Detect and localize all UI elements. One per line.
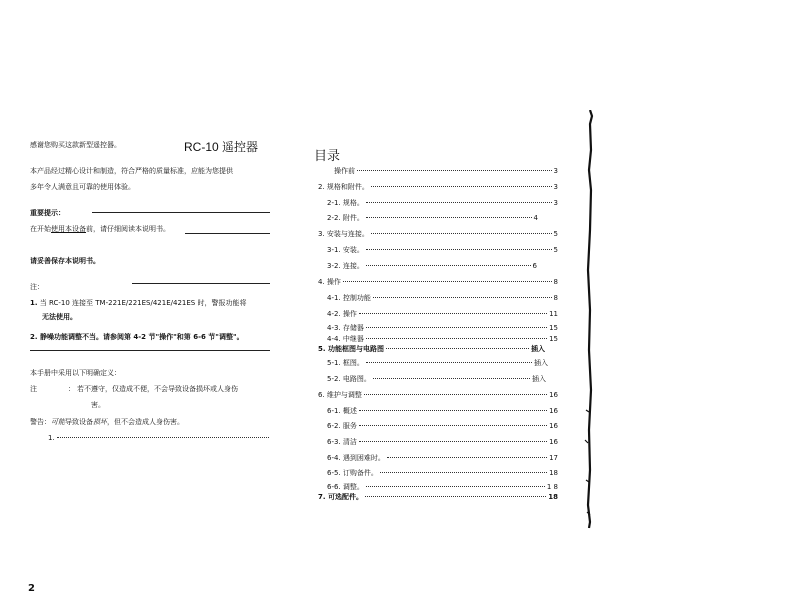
toc-entry-page: 16 — [549, 407, 558, 415]
toc-title: 目录 — [314, 149, 341, 164]
toc-entry-page: 5 — [553, 246, 558, 254]
toc-entry-leader — [364, 394, 547, 395]
toc-entry-label: 5-2. 电路图。 — [327, 375, 371, 383]
toc-entry-page: 插入 — [532, 375, 546, 383]
toc-entry — [318, 229, 558, 239]
toc-entry-page: 插入 — [531, 345, 545, 353]
toc-entry-page: 18 — [549, 469, 558, 477]
toc-entry — [327, 406, 558, 416]
toc-entry-leader — [366, 362, 532, 363]
important-rule — [92, 212, 270, 213]
caution-line-2: 害。 — [91, 401, 105, 409]
toc-entry-page: 插入 — [534, 359, 548, 367]
toc-entry-leader — [373, 297, 552, 298]
item-1-row — [48, 434, 270, 442]
toc-entry-page: 11 — [549, 310, 558, 318]
toc-entry-page: 4 — [533, 214, 538, 222]
toc-entry-leader — [386, 348, 529, 349]
important-trailing-rule — [185, 233, 270, 234]
toc-entry-leader — [366, 202, 552, 203]
toc-entry-label: 6-6. 调整。 — [327, 483, 364, 491]
note-1-num: 1. — [30, 299, 38, 307]
toc-entry — [318, 390, 558, 400]
intro-line-1: 本产品经过精心设计和制造，符合严格的质量标准，应能为您提供 — [30, 167, 233, 175]
toc-entry-page: 8 — [553, 278, 558, 286]
toc-entry-leader — [380, 472, 547, 473]
toc-entry-page: 3 — [553, 183, 558, 191]
toc-entry-label: 7. 可选配件。 — [318, 493, 363, 501]
toc-entry — [327, 358, 548, 368]
toc-entry-page: 15 — [549, 324, 558, 332]
thanks-line: 感谢您购买这款新型遥控器。 — [30, 141, 121, 149]
toc-entry-label: 6-3. 清洁 — [327, 438, 357, 446]
warning-line — [30, 417, 184, 427]
toc-entry-label: 3-1. 安装。 — [327, 246, 364, 254]
toc-entry-label: 5. 功能框图与电路图 — [318, 345, 384, 353]
toc-entry — [327, 198, 558, 208]
toc-entry-leader — [373, 378, 530, 379]
keep-manual: 请妥善保存本说明书。 — [30, 257, 100, 265]
toc-entry — [334, 166, 558, 176]
caution-label: 注 — [30, 385, 37, 393]
note-top-rule — [132, 283, 270, 284]
toc-entry-label: 6-1. 概述 — [327, 407, 357, 415]
definitions-intro: 本手册中采用以下明确定义： — [30, 369, 121, 377]
toc-entry-page: 16 — [549, 391, 558, 399]
important-label: 重要提示： — [30, 209, 65, 217]
toc-entry-page: 17 — [549, 454, 558, 462]
toc-entry — [327, 334, 558, 344]
toc-entry-label: 4. 操作 — [318, 278, 341, 286]
toc-entry-page: 18 — [548, 493, 558, 501]
toc-entry-leader — [371, 233, 552, 234]
toc-entry-leader — [365, 496, 546, 497]
toc-entry-page: 5 — [553, 230, 558, 238]
item-1-num: 1. — [48, 434, 55, 442]
important-text-before: 在开始 — [30, 225, 51, 233]
toc-entry-leader — [357, 170, 552, 171]
toc-entry — [318, 182, 558, 192]
toc-entry — [327, 421, 558, 431]
toc-entry-page: 6 — [532, 262, 537, 270]
toc-entry-page: 8 — [553, 294, 558, 302]
toc-entry — [327, 261, 537, 271]
toc-entry-label: 5-1. 框图。 — [327, 359, 364, 367]
note-2-line-1: 静噪功能调整不当。请参阅第 4-2 节"操作"和第 6-6 节"调整"。 — [39, 333, 244, 341]
model-title: RC-10 遥控器 — [184, 140, 259, 154]
warning-em-1: 可能 — [51, 418, 65, 426]
warning-em-2: 损坏 — [93, 418, 107, 426]
toc-entry-leader — [387, 457, 547, 458]
page-number: 2 — [28, 583, 35, 594]
toc-entry-leader — [366, 327, 547, 328]
toc-entry-leader — [359, 425, 547, 426]
toc-entry-label: 4-2. 操作 — [327, 310, 357, 318]
important-text-after: 前，请仔细阅读本说明书。 — [86, 225, 170, 233]
toc-entry-label: 4-1. 控制功能 — [327, 294, 371, 302]
toc-entry — [318, 344, 545, 354]
toc-entry-page: 16 — [549, 422, 558, 430]
toc-entry-label: 6-4. 遇到困难时。 — [327, 454, 385, 462]
toc-entry-page: 15 — [549, 335, 558, 343]
toc-entry-label: 6-2. 服务 — [327, 422, 357, 430]
note-label: 注： — [30, 283, 44, 291]
toc-entry-label: 4-3. 存储器 — [327, 324, 364, 332]
toc-entry-label: 2-2. 附件。 — [327, 214, 364, 222]
toc-entry-leader — [359, 441, 547, 442]
page-edge-line — [580, 110, 596, 530]
toc-entry-label: 4-4. 中继器 — [327, 335, 364, 343]
warning-label: 警告： — [30, 418, 51, 426]
important-text — [30, 224, 170, 234]
toc-entry — [327, 245, 558, 255]
toc-entry-label: 3. 安装与连接。 — [318, 230, 369, 238]
toc-entry — [327, 374, 546, 384]
toc-entry-label: 6-5. 订购备件。 — [327, 469, 378, 477]
toc-entry — [327, 468, 558, 478]
warning-end: ，但不会造成人身伤害。 — [107, 418, 184, 426]
toc-entry — [327, 482, 558, 492]
toc-entry-label: 6. 维护与调整 — [318, 391, 362, 399]
toc-entry — [327, 213, 538, 223]
toc-entry-page: 16 — [549, 438, 558, 446]
toc-entry — [327, 437, 558, 447]
toc-entry-leader — [366, 338, 547, 339]
toc-entry-leader — [359, 410, 547, 411]
toc-entry-label: 操作前 — [334, 167, 355, 175]
note-2-num: 2. — [30, 333, 38, 341]
toc-entry-label: 2-1. 规格。 — [327, 199, 364, 207]
toc-entry — [327, 323, 558, 333]
note-1-line-2: 无法使用。 — [42, 313, 77, 321]
caution-sep: ： — [68, 385, 75, 393]
important-text-underlined: 使用本设备 — [51, 225, 86, 233]
toc-entry-leader — [366, 217, 532, 218]
toc-entry-leader — [366, 486, 545, 487]
intro-line-2: 多年令人满意且可靠的使用体验。 — [30, 183, 135, 191]
toc-entry-label: 3-2. 连接。 — [327, 262, 364, 270]
toc-entry — [327, 293, 558, 303]
toc-entry — [318, 492, 558, 502]
toc-entry-page: 3 — [553, 199, 558, 207]
toc-entry-leader — [366, 265, 531, 266]
item-1-leader — [57, 437, 269, 438]
toc-entry-leader — [371, 186, 552, 187]
toc-entry — [318, 277, 558, 287]
note-1-line-1: 当 RC-10 连接至 TM-221E/221ES/421E/421ES 时，警报功能将 — [39, 299, 247, 307]
toc-entry — [327, 453, 558, 463]
toc-entry-leader — [343, 281, 552, 282]
toc-entry — [327, 309, 558, 319]
note-bottom-rule — [30, 350, 270, 351]
warning-mid: 导致设备 — [65, 418, 93, 426]
toc-entry-leader — [366, 249, 552, 250]
toc-entry-label: 2. 规格和附件。 — [318, 183, 369, 191]
caution-line-1: 若不遵守，仅造成不便，不会导致设备损坏或人身伤 — [77, 385, 238, 393]
note-1 — [30, 298, 246, 308]
note-2 — [30, 332, 244, 342]
toc-entry-leader — [359, 313, 547, 314]
toc-entry-page: 1 8 — [546, 483, 558, 491]
toc-entry-page: 3 — [553, 167, 558, 175]
